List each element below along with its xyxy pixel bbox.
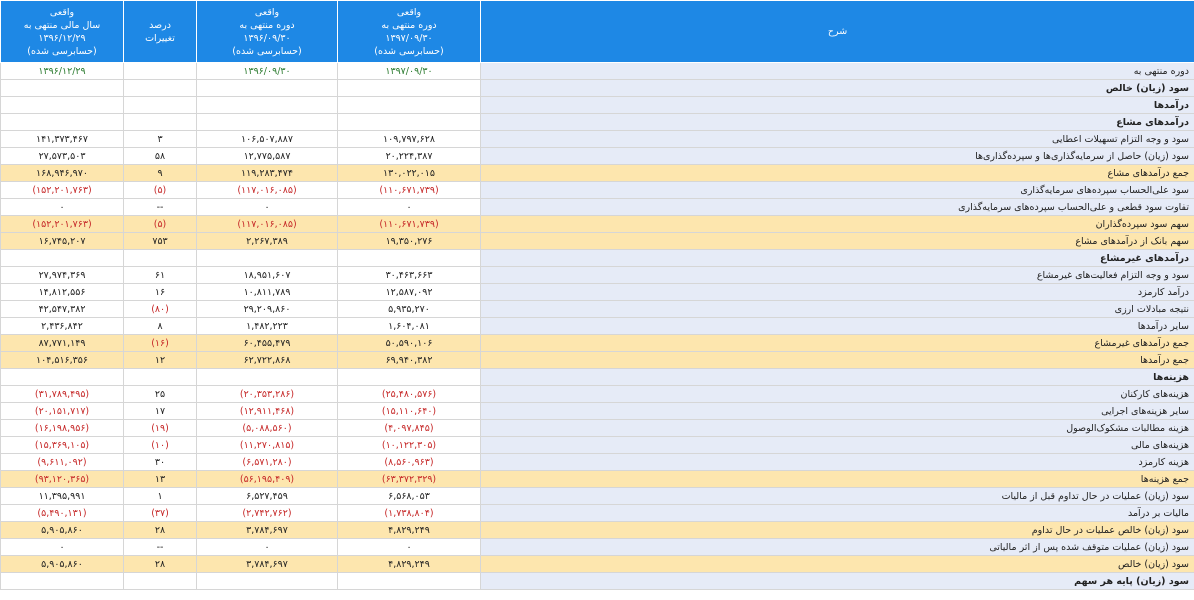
- cell-period-1396: [197, 250, 338, 267]
- cell-period-1397: ۴,۸۲۹,۲۴۹: [338, 556, 481, 573]
- cell-change-percent: ۱۳: [124, 471, 197, 488]
- cell-period-1396: (۱۱,۲۷۰,۸۱۵): [197, 437, 338, 454]
- cell-period-1397: (۴,۰۹۷,۸۴۵): [338, 420, 481, 437]
- cell-change-percent: (۵): [124, 182, 197, 199]
- cell-description: دوره منتهی به: [481, 63, 1194, 80]
- cell-description: تفاوت سود قطعی و علی‌الحساب سپرده‌های سرمایه‌گذاری: [481, 199, 1194, 216]
- table-row: [1, 556, 1194, 573]
- cell-period-1397: ۱۳۹۷/۰۹/۳۰: [338, 63, 481, 80]
- cell-fiscal-1396: ۱۶۸,۹۴۶,۹۷۰: [1, 165, 124, 182]
- cell-period-1397: [338, 369, 481, 386]
- cell-period-1396: (۲۰,۳۵۳,۲۸۶): [197, 386, 338, 403]
- table-row: [1, 165, 1194, 182]
- cell-fiscal-1396: ۵,۹۰۵,۸۶۰: [1, 522, 124, 539]
- cell-fiscal-1396: ۱۱,۳۹۵,۹۹۱: [1, 488, 124, 505]
- cell-fiscal-1396: ۵,۹۰۵,۸۶۰: [1, 556, 124, 573]
- cell-change-percent: [124, 369, 197, 386]
- cell-period-1396: (۵,۰۸۸,۵۶۰): [197, 420, 338, 437]
- cell-change-percent: [124, 80, 197, 97]
- table-row: [1, 352, 1194, 369]
- table-row: [1, 267, 1194, 284]
- cell-change-percent: ۹: [124, 165, 197, 182]
- cell-fiscal-1396: (۹۳,۱۲۰,۳۶۵): [1, 471, 124, 488]
- cell-period-1396: ۲۹,۲۰۹,۸۶۰: [197, 301, 338, 318]
- cell-change-percent: [124, 97, 197, 114]
- cell-period-1396: (۲,۷۴۲,۷۶۲): [197, 505, 338, 522]
- cell-change-percent: [124, 573, 197, 590]
- table-row: [1, 199, 1194, 216]
- cell-period-1396: (۱۱۷,۰۱۶,۰۸۵): [197, 182, 338, 199]
- table-row: [1, 335, 1194, 352]
- col-header-period-1396: واقعی دوره منتهی به ۱۳۹۶/۰۹/۳۰ (حسابرسی شده): [197, 1, 338, 63]
- table-row: [1, 454, 1194, 471]
- cell-description: سایر درآمدها: [481, 318, 1194, 335]
- cell-description: جمع درآمدها: [481, 352, 1194, 369]
- cell-period-1396: ۶,۵۲۷,۴۵۹: [197, 488, 338, 505]
- cell-change-percent: ۶۱: [124, 267, 197, 284]
- cell-period-1397: ۱۰۹,۷۹۷,۶۲۸: [338, 131, 481, 148]
- cell-description: سهم بانک از درآمدهای مشاع: [481, 233, 1194, 250]
- cell-period-1397: ۱۲,۵۸۷,۰۹۲: [338, 284, 481, 301]
- cell-change-percent: ۱۶: [124, 284, 197, 301]
- cell-period-1396: ۰: [197, 199, 338, 216]
- cell-period-1397: ۶,۵۶۸,۰۵۳: [338, 488, 481, 505]
- cell-change-percent: ۵۸: [124, 148, 197, 165]
- table-row: [1, 539, 1194, 556]
- cell-change-percent: [124, 114, 197, 131]
- cell-change-percent: ۱۷: [124, 403, 197, 420]
- cell-description: سود و وجه التزام تسهیلات اعطایی: [481, 131, 1194, 148]
- cell-period-1396: [197, 80, 338, 97]
- cell-description: جمع هزینه‌ها: [481, 471, 1194, 488]
- col-header-description: شرح: [481, 1, 1194, 63]
- table-row: [1, 471, 1194, 488]
- cell-period-1397: [338, 97, 481, 114]
- cell-change-percent: (۱۶): [124, 335, 197, 352]
- cell-fiscal-1396: [1, 369, 124, 386]
- cell-description: سود (زیان) خالص: [481, 556, 1194, 573]
- cell-fiscal-1396: [1, 80, 124, 97]
- cell-period-1396: (۶,۵۷۱,۲۸۰): [197, 454, 338, 471]
- cell-fiscal-1396: (۳۱,۷۸۹,۴۹۵): [1, 386, 124, 403]
- cell-period-1397: (۱۱۰,۶۷۱,۷۳۹): [338, 216, 481, 233]
- cell-description: جمع درآمدهای مشاع: [481, 165, 1194, 182]
- cell-change-percent: (۱۰): [124, 437, 197, 454]
- cell-fiscal-1396: ۱۴,۸۱۲,۵۵۶: [1, 284, 124, 301]
- cell-change-percent: ۲۸: [124, 522, 197, 539]
- cell-change-percent: ۸: [124, 318, 197, 335]
- cell-period-1396: ۱,۴۸۲,۲۲۳: [197, 318, 338, 335]
- cell-change-percent: ۲۵: [124, 386, 197, 403]
- table-row: [1, 250, 1194, 267]
- cell-description: هزینه‌های مالی: [481, 437, 1194, 454]
- cell-fiscal-1396: (۱۵۲,۲۰۱,۷۶۳): [1, 182, 124, 199]
- cell-change-percent: ۱: [124, 488, 197, 505]
- cell-description: هزینه مطالبات مشکوک‌الوصول: [481, 420, 1194, 437]
- cell-change-percent: (۸۰): [124, 301, 197, 318]
- cell-period-1396: ۲,۲۶۷,۳۸۹: [197, 233, 338, 250]
- cell-period-1396: ۱۰۶,۵۰۷,۸۸۷: [197, 131, 338, 148]
- table-row: [1, 301, 1194, 318]
- cell-change-percent: ۱۲: [124, 352, 197, 369]
- cell-period-1396: (۵۶,۱۹۵,۴۰۹): [197, 471, 338, 488]
- cell-fiscal-1396: [1, 114, 124, 131]
- table-row: [1, 573, 1194, 590]
- cell-period-1397: ۳۰,۴۶۳,۶۶۳: [338, 267, 481, 284]
- table-row: [1, 505, 1194, 522]
- cell-period-1397: ۱۹,۳۵۰,۲۷۶: [338, 233, 481, 250]
- cell-period-1396: (۱۲,۹۱۱,۴۶۸): [197, 403, 338, 420]
- cell-fiscal-1396: (۵,۴۹۰,۱۳۱): [1, 505, 124, 522]
- cell-period-1397: ۵۰,۵۹۰,۱۰۶: [338, 335, 481, 352]
- table-row: [1, 386, 1194, 403]
- cell-period-1397: (۱۵,۱۱۰,۶۴۰): [338, 403, 481, 420]
- table-row: [1, 63, 1194, 80]
- cell-description: درآمدها: [481, 97, 1194, 114]
- cell-period-1397: ۴,۸۲۹,۲۴۹: [338, 522, 481, 539]
- cell-fiscal-1396: (۲۰,۱۵۱,۷۱۷): [1, 403, 124, 420]
- cell-description: درآمد کارمزد: [481, 284, 1194, 301]
- cell-period-1397: (۱,۷۳۸,۸۰۴): [338, 505, 481, 522]
- cell-period-1397: ۰: [338, 199, 481, 216]
- cell-period-1396: [197, 114, 338, 131]
- cell-description: سود (زیان) عملیات متوقف شده پس از اثر مالیاتی: [481, 539, 1194, 556]
- table-row: [1, 403, 1194, 420]
- cell-fiscal-1396: (۱۵۲,۲۰۱,۷۶۳): [1, 216, 124, 233]
- cell-change-percent: (۵): [124, 216, 197, 233]
- cell-description: سود (زیان) خالص: [481, 80, 1194, 97]
- cell-change-percent: ۲۸: [124, 556, 197, 573]
- cell-period-1397: (۱۱۰,۶۷۱,۷۳۹): [338, 182, 481, 199]
- cell-description: سود (زیان) پایه هر سهم: [481, 573, 1194, 590]
- cell-fiscal-1396: ۱۳۹۶/۱۲/۲۹: [1, 63, 124, 80]
- header-row: [1, 1, 1194, 63]
- cell-period-1397: ۰: [338, 539, 481, 556]
- cell-period-1397: [338, 80, 481, 97]
- table-row: [1, 522, 1194, 539]
- cell-change-percent: ۷۵۳: [124, 233, 197, 250]
- cell-period-1396: ۱۳۹۶/۰۹/۳۰: [197, 63, 338, 80]
- cell-fiscal-1396: ۱۰۴,۵۱۶,۳۵۶: [1, 352, 124, 369]
- col-header-fiscal-1396: واقعی سال مالی منتهی به ۱۳۹۶/۱۲/۲۹ (حسابرسی شده): [1, 1, 124, 63]
- cell-period-1396: [197, 573, 338, 590]
- cell-period-1397: ۱۳۰,۰۲۲,۰۱۵: [338, 165, 481, 182]
- cell-period-1396: ۰: [197, 539, 338, 556]
- cell-period-1397: ۲۰,۲۲۴,۳۸۷: [338, 148, 481, 165]
- cell-fiscal-1396: (۱۶,۱۹۸,۹۵۶): [1, 420, 124, 437]
- cell-period-1396: ۱۱۹,۲۸۳,۴۷۴: [197, 165, 338, 182]
- cell-period-1396: ۱۲,۷۷۵,۵۸۷: [197, 148, 338, 165]
- cell-description: درآمدهای مشاع: [481, 114, 1194, 131]
- table-row: [1, 148, 1194, 165]
- cell-fiscal-1396: ۰: [1, 539, 124, 556]
- table-row: [1, 284, 1194, 301]
- cell-period-1396: ۶۲,۷۲۲,۸۶۸: [197, 352, 338, 369]
- table-row: [1, 131, 1194, 148]
- cell-description: درآمدهای غیرمشاع: [481, 250, 1194, 267]
- cell-description: سود (زیان) حاصل از سرمایه‌گذاری‌ها و سپرده‌گذاری‌ها: [481, 148, 1194, 165]
- cell-period-1396: ۳,۷۸۴,۶۹۷: [197, 556, 338, 573]
- cell-change-percent: ۳۰: [124, 454, 197, 471]
- cell-change-percent: (۳۷): [124, 505, 197, 522]
- cell-description: جمع درآمدهای غیرمشاع: [481, 335, 1194, 352]
- cell-fiscal-1396: ۲۷,۹۷۴,۳۶۹: [1, 267, 124, 284]
- table-row: [1, 488, 1194, 505]
- cell-period-1396: [197, 97, 338, 114]
- cell-period-1396: (۱۱۷,۰۱۶,۰۸۵): [197, 216, 338, 233]
- cell-description: نتیجه مبادلات ارزی: [481, 301, 1194, 318]
- cell-change-percent: ۳: [124, 131, 197, 148]
- cell-period-1397: (۸,۵۶۰,۹۶۳): [338, 454, 481, 471]
- cell-fiscal-1396: [1, 250, 124, 267]
- cell-description: سود و وجه التزام فعالیت‌های غیرمشاع: [481, 267, 1194, 284]
- cell-period-1397: (۶۳,۳۷۲,۳۲۹): [338, 471, 481, 488]
- cell-fiscal-1396: (۹,۶۱۱,۰۹۲): [1, 454, 124, 471]
- table-row: [1, 437, 1194, 454]
- cell-period-1397: [338, 250, 481, 267]
- cell-fiscal-1396: ۲۷,۵۷۳,۵۰۳: [1, 148, 124, 165]
- table-row: [1, 420, 1194, 437]
- cell-change-percent: --: [124, 199, 197, 216]
- cell-period-1396: ۳,۷۸۴,۶۹۷: [197, 522, 338, 539]
- cell-description: سایر هزینه‌های اجرایی: [481, 403, 1194, 420]
- cell-fiscal-1396: (۱۵,۳۶۹,۱۰۵): [1, 437, 124, 454]
- cell-change-percent: --: [124, 539, 197, 556]
- cell-period-1396: ۶۰,۴۵۵,۴۷۹: [197, 335, 338, 352]
- cell-description: سهم سود سپرده‌گذاران: [481, 216, 1194, 233]
- col-header-period-1397: واقعی دوره منتهی به ۱۳۹۷/۰۹/۳۰ (حسابرسی شده): [338, 1, 481, 63]
- table-row: [1, 369, 1194, 386]
- cell-period-1396: ۱۸,۹۵۱,۶۰۷: [197, 267, 338, 284]
- table-row: [1, 114, 1194, 131]
- cell-description: سود (زیان) عملیات در حال تداوم قبل از مالیات: [481, 488, 1194, 505]
- cell-fiscal-1396: ۸۷,۷۷۱,۱۴۹: [1, 335, 124, 352]
- cell-fiscal-1396: [1, 573, 124, 590]
- cell-description: مالیات بر درآمد: [481, 505, 1194, 522]
- cell-period-1397: (۱۰,۱۲۲,۳۰۵): [338, 437, 481, 454]
- cell-change-percent: [124, 63, 197, 80]
- cell-description: هزینه‌های کارکنان: [481, 386, 1194, 403]
- cell-period-1397: ۶۹,۹۴۰,۳۸۲: [338, 352, 481, 369]
- cell-period-1397: [338, 573, 481, 590]
- cell-period-1396: ۱۰,۸۱۱,۷۸۹: [197, 284, 338, 301]
- cell-fiscal-1396: ۰: [1, 199, 124, 216]
- cell-period-1397: ۵,۹۳۵,۲۷۰: [338, 301, 481, 318]
- cell-fiscal-1396: ۱۴۱,۳۷۳,۴۶۷: [1, 131, 124, 148]
- table-row: [1, 182, 1194, 199]
- col-header-change-percent: درصد تغییرات: [124, 1, 197, 63]
- table-row: [1, 318, 1194, 335]
- cell-description: سود علی‌الحساب سپرده‌های سرمایه‌گذاری: [481, 182, 1194, 199]
- cell-description: سود (زیان) خالص عملیات در حال تداوم: [481, 522, 1194, 539]
- table-row: [1, 97, 1194, 114]
- cell-period-1397: (۲۵,۴۸۰,۵۷۶): [338, 386, 481, 403]
- table-row: [1, 216, 1194, 233]
- table-row: [1, 233, 1194, 250]
- table-body: [1, 63, 1194, 590]
- cell-fiscal-1396: [1, 97, 124, 114]
- table-row: [1, 80, 1194, 97]
- cell-fiscal-1396: ۴۲,۵۴۷,۳۸۲: [1, 301, 124, 318]
- cell-description: هزینه‌ها: [481, 369, 1194, 386]
- cell-fiscal-1396: ۲,۴۳۶,۸۴۲: [1, 318, 124, 335]
- cell-period-1397: [338, 114, 481, 131]
- cell-period-1397: ۱,۶۰۴,۰۸۱: [338, 318, 481, 335]
- cell-change-percent: (۱۹): [124, 420, 197, 437]
- cell-change-percent: [124, 250, 197, 267]
- cell-period-1396: [197, 369, 338, 386]
- cell-fiscal-1396: ۱۶,۷۴۵,۲۰۷: [1, 233, 124, 250]
- cell-description: هزینه کارمزد: [481, 454, 1194, 471]
